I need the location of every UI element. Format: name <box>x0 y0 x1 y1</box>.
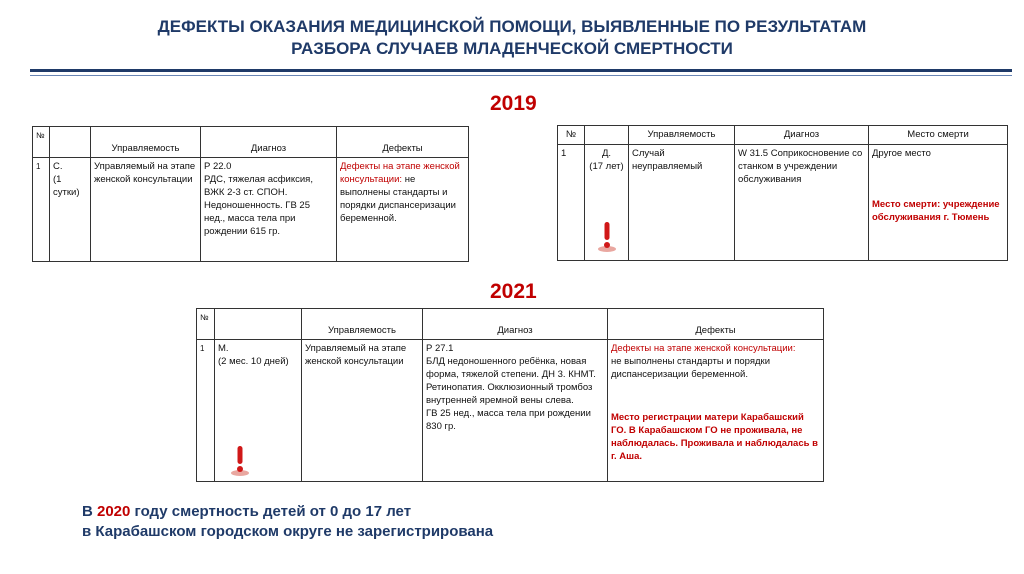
year-2021-heading: 2021 <box>490 280 537 303</box>
cell-diagnosis: Р 27.1 БЛД недоношенного ребёнка, новая форма, тяжелой степени. ДН 3. КНМТ. Ретинопатия. Окклюзионный тромбоз внутренней яремной вены слева. ГВ 25 нед., масса тела при рождении 830 гр. <box>423 340 608 482</box>
header-diagnosis: Диагноз <box>423 309 608 340</box>
table-2019-other <box>557 125 1008 261</box>
header-blank <box>50 127 91 158</box>
table-header-row <box>33 127 469 158</box>
cell-diagnosis: W 31.5 Соприкосновение со станком в учреждении обслуживания <box>735 145 869 261</box>
defects-red-text: Дефекты на этапе женской консультации: <box>611 343 796 354</box>
header-control: Управляемость <box>302 309 423 340</box>
header-diagnosis: Диагноз <box>735 126 869 145</box>
cell-patient: Д. (17 лет) <box>585 145 629 261</box>
table-header-row <box>197 309 824 340</box>
registration-note: Место регистрации матери Карабашский ГО. В Карабашском ГО не проживала, не наблюдалась. Проживала и наблюдалась в г. Аша. <box>611 412 818 462</box>
cell-patient: М. (2 мес. 10 дней) <box>215 340 302 482</box>
header-num: № <box>558 126 585 145</box>
header-blank <box>215 309 302 340</box>
table-row <box>197 340 824 482</box>
cell-control: Случай неуправляемый <box>629 145 735 261</box>
header-num: № <box>197 309 215 340</box>
mortality-note <box>82 502 493 542</box>
header-num: № <box>33 127 50 158</box>
defects-red-text: Дефекты на этапе женской консультации: <box>340 161 460 185</box>
header-control: Управляемость <box>629 126 735 145</box>
table-row <box>33 158 469 262</box>
header-diagnosis: Диагноз <box>201 127 337 158</box>
cell-defects <box>337 158 469 262</box>
note-line2: в Карабашском городском округе не зарегистрирована <box>82 523 494 540</box>
cell-place <box>869 145 1008 261</box>
table-2019-cases <box>32 126 469 262</box>
header-defects: Дефекты <box>608 309 824 340</box>
header-place: Место смерти <box>869 126 1008 145</box>
title-line1: ДЕФЕКТЫ ОКАЗАНИЯ МЕДИЦИНСКОЙ ПОМОЩИ, ВЫЯВЛЕННЫЕ ПО РЕЗУЛЬТАТАМ <box>157 17 867 36</box>
title-rule-thick <box>30 69 1012 72</box>
note-line1 <box>82 502 493 522</box>
note-prefix: В <box>82 503 97 520</box>
defects-text: не выполнены стандарты и порядки диспансеризации беременной. <box>611 356 770 380</box>
table-2021-cases <box>196 308 824 482</box>
note-line1-rest: году смертность детей от 0 до 17 лет <box>130 503 412 520</box>
cell-patient: С. (1 сутки) <box>50 158 91 262</box>
table-header-row <box>558 126 1008 145</box>
exclamation-icon <box>597 220 617 254</box>
title-rule-thin <box>30 75 1012 76</box>
defects-text: не выполнены стандарты и порядки диспансеризации беременной. <box>340 174 456 224</box>
place-note: Место смерти: учреждение обслуживания г. Тюмень <box>872 199 1000 223</box>
exclamation-icon <box>230 444 250 478</box>
place-text: Другое место <box>872 148 931 159</box>
cell-defects <box>608 340 824 482</box>
note-year: 2020 <box>97 503 131 520</box>
cell-num: 1 <box>197 340 215 482</box>
cell-num: 1 <box>558 145 585 261</box>
cell-diagnosis: Р 22.0 РДС, тяжелая асфиксия, ВЖК 2-3 ст. СПОН. Недоношенность. ГВ 25 нед., масса тела при рождении 615 гр. <box>201 158 337 262</box>
title-line2: РАЗБОРА СЛУЧАЕВ МЛАДЕНЧЕСКОЙ СМЕРТНОСТИ <box>291 39 733 58</box>
year-2019-heading: 2019 <box>490 92 537 115</box>
cell-control: Управляемый на этапе женской консультации <box>302 340 423 482</box>
table-row <box>558 145 1008 261</box>
header-blank <box>585 126 629 145</box>
cell-num: 1 <box>33 158 50 262</box>
page-title <box>0 16 1024 60</box>
cell-control: Управляемый на этапе женской консультации <box>91 158 201 262</box>
header-control: Управляемость <box>91 127 201 158</box>
header-defects: Дефекты <box>337 127 469 158</box>
